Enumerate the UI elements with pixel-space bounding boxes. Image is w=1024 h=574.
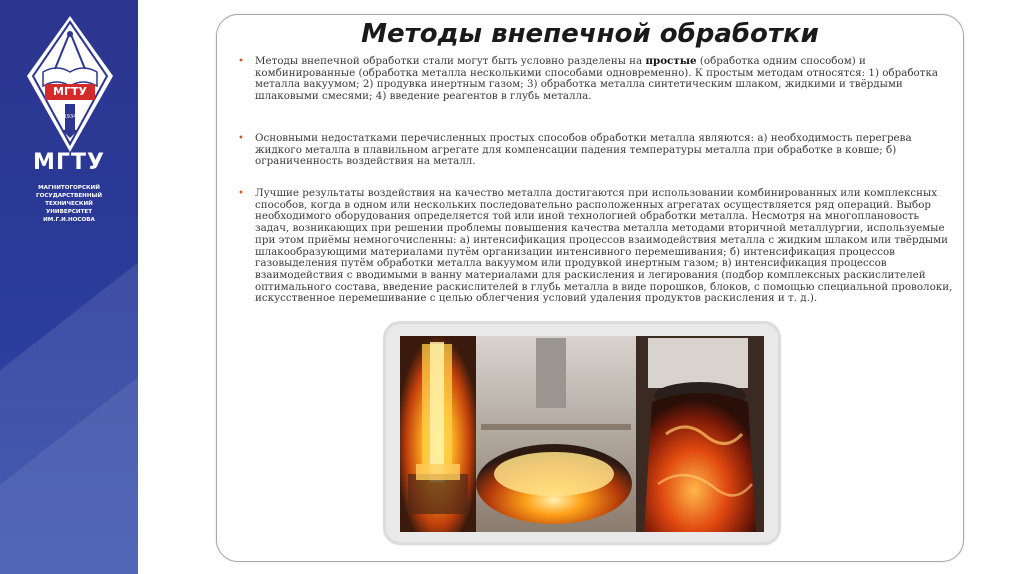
university-logo <box>25 14 115 154</box>
university-short-name: МГТУ <box>33 150 105 175</box>
university-full-name-line: ГОСУДАРСТВЕННЫЙ <box>36 193 102 199</box>
logo-banner-text: МГТУ <box>53 85 87 98</box>
paragraph-simple-methods <box>238 55 955 103</box>
paragraph-combined-methods <box>238 187 955 305</box>
paragraph-text: Основными недостатками перечисленных простых способов обработки металла являются: а) необходимость перегрева жидкого металла в плавильном агрегате для компенсации падения температуры металла при обработке в ковше; б) ограниченность воздействия на металл. <box>255 132 912 168</box>
sidebar <box>0 0 138 574</box>
university-full-name <box>14 184 124 224</box>
paragraph-text: Методы внепечной обработки стали могут быть условно разделены на <box>255 55 646 67</box>
paragraph-drawbacks <box>238 132 955 168</box>
university-full-name-line: ИМ.Г.И.НОСОВА <box>43 217 95 223</box>
paragraph-bold-term: простые <box>645 55 697 67</box>
paragraph-text: (обработка одним способом) и комбинированные (обработка металла несколькими способами одновременно). К простым методам относятся: 1) обработка металла вакуумом; 2) продувка инертным газом; 3) обработка металла синтетическим шлаком, жидкими и твёрдыми шлаковыми смесями; 4) введение реагентов в глубь металла. <box>255 55 939 103</box>
steel-processing-photo <box>386 324 778 542</box>
bullet-icon: • <box>238 56 244 67</box>
university-full-name-line: УНИВЕРСИТЕТ <box>45 209 93 215</box>
bullet-icon: • <box>238 188 244 199</box>
paragraph-text: Лучшие результаты воздействия на качество металла достигаются при использовании комбинированных или комплексных способов, когда в одном или нескольких последовательно расположенных агрегатах осуществляется ряд операций. Выбор необходимого оборудования определяется той или иной технологией обработки металла. Несмотря на многоплановость задач, возникающих при решении проблемы повышения качества металла методами вторичной металлургии, используемые при этом приёмы немногочисленны: а) интенсификация процессов взаимодействия металла с жидким шлаком или твёрдыми шлакообразующими материалами путём организации интенсивного перемешивания; б) интенсификация процессов газовыделения путём обработки металла вакуумом или продувкой инертным газом; в) интенсификация процессов взаимодействия с вводимыми в ванну материалами для раскисления и легирования (подбор комплексных раскислителей оптимального состава, введение раскислителей в глубь металла в виде порошков, блоков, с помощью специальной проволоки, искусственное перемешивание с целью облегчения условий удаления продуктов раскисления и т. д.). <box>255 187 953 305</box>
slide-title: Методы внепечной обработки <box>361 19 819 49</box>
university-full-name-line: ТЕХНИЧЕСКИЙ <box>45 201 93 207</box>
logo-year-text: 1934 <box>63 114 77 120</box>
bullet-icon: • <box>238 133 244 144</box>
university-full-name-line: МАГНИТОГОРСКИЙ <box>38 185 100 191</box>
